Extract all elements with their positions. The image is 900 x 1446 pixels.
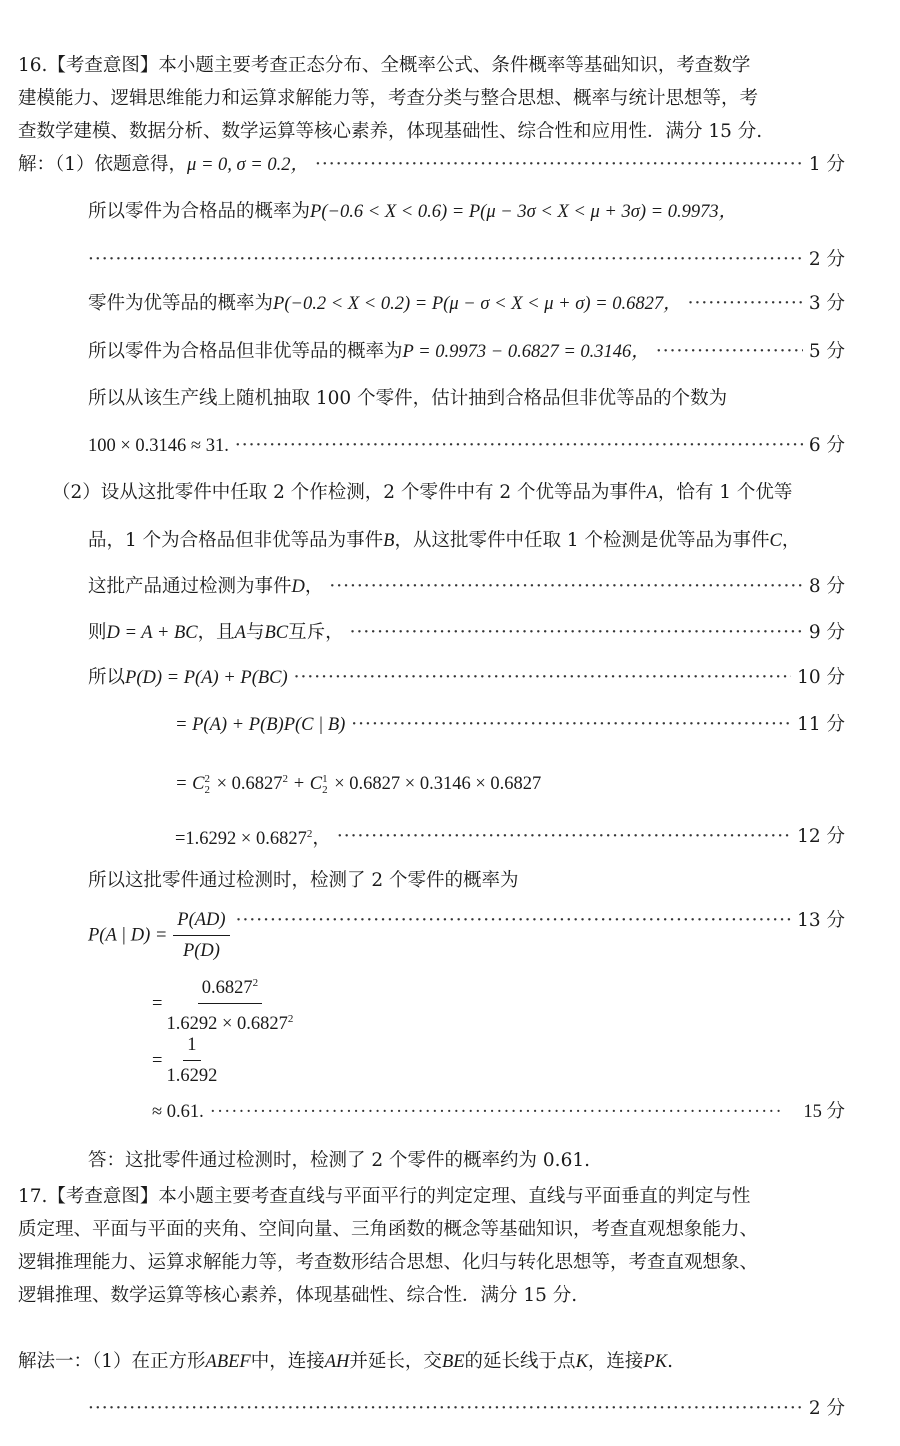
frac2-num-value: 0.6827 (201, 978, 253, 999)
fraction-2-numerator (198, 968, 262, 1004)
step-4-math: P = 0.9973 − 0.6827 = 0.3146， (402, 342, 650, 362)
part-2-text-3: 这批产品通过检测为事件 (88, 576, 292, 597)
fraction-2 (162, 968, 297, 1039)
part-2-text-2: 品，1 个为合格品但非优等品为事件 (88, 530, 384, 551)
q16-intent-line-1: 16.【考查意图】本小题主要考查正态分布、全概率公式、条件概率等基础知识，考查数学 (18, 55, 751, 76)
sol-d: 的延长线于点 (464, 1351, 576, 1372)
q16-approx-line (152, 1099, 845, 1125)
cond-denominator: P(D) (182, 941, 220, 961)
pd-points: 10 分 (797, 667, 845, 688)
cond-fraction (173, 905, 229, 966)
frac2-den-value: 1.6292 × 0.6827 (166, 1014, 288, 1035)
leader-dots (351, 712, 791, 738)
then-with: 与 (245, 622, 265, 643)
q17-points-row (88, 1396, 845, 1422)
sol-ah: AH (324, 1352, 350, 1372)
pd3-sup: 2 (204, 772, 210, 785)
then-bc: BC (264, 623, 289, 643)
then-math: D = A + BC (106, 623, 198, 643)
leader-dots (350, 620, 803, 646)
sol-square: ABEF (205, 1352, 251, 1372)
leader-dots (656, 339, 803, 365)
pd3-c: = C (175, 774, 205, 795)
approx-value: ≈ 0.61. (152, 1102, 204, 1122)
q16-step-2-points-row (88, 247, 845, 273)
q16-step-4 (88, 339, 845, 365)
q16-part-2-line-1 (52, 480, 792, 506)
then-text: 则 (88, 622, 107, 643)
q16-cond-line (88, 905, 845, 966)
pd-text: 所以 (88, 667, 126, 688)
pd3-power: 2 (282, 773, 289, 785)
sol-b: 中，连接 (250, 1351, 325, 1372)
frac2-num-power: 2 (252, 977, 259, 989)
sol-e: ，连接 (587, 1351, 644, 1372)
q16-frac-line-3 (152, 1030, 221, 1091)
event-b: B (383, 531, 395, 551)
pd3-d: × 0.6827 × 0.3146 × 0.6827 (329, 774, 542, 795)
pd3-b: × 0.6827 (211, 774, 283, 795)
step-5-points: 6 分 (808, 435, 845, 456)
q16-pd-line-2 (175, 712, 845, 738)
q16-intent-line-3: 查数学建模、数据分析、数学运算等核心素养，体现基础性、综合性和应用性．满分 15 分. (18, 121, 763, 142)
part-2-text-1b: ，恰有 1 个优等 (657, 482, 793, 503)
step-5-math: 100 × 0.3146 ≈ 31. (88, 436, 229, 456)
event-a: A (646, 483, 658, 503)
q16-pd-line-3 (175, 766, 541, 797)
leader-dots (235, 433, 803, 459)
q17-intent-line-2: 质定理、平面与平面的夹角、空间向量、三角函数的概念等基础知识，考查直观想象能力、 (18, 1219, 759, 1240)
part-2-points-8: 8 分 (808, 576, 845, 597)
sol-f: . (667, 1351, 673, 1372)
step-1-math: μ = 0, σ = 0.2， (187, 155, 310, 175)
event-d: D (291, 577, 305, 597)
leader-dots (329, 574, 802, 600)
step-3-math: P(−0.2 < X < 0.2) = P(μ − σ < X < μ + σ) = 0.6827， (273, 294, 682, 314)
pd3-sub-2: 2 (322, 783, 328, 796)
q16-part-2-line-3: 这批产品通过检测为事件D， ····· 8 分 (88, 574, 845, 600)
pd4-tail: ， (312, 829, 331, 850)
cond-points: 13 分 (797, 909, 845, 931)
q16-step-1 (18, 152, 845, 178)
pd2-points: 11 分 (797, 714, 845, 735)
leader-dots (236, 906, 791, 936)
cond-numerator: P(AD) (173, 905, 229, 936)
event-c: C (769, 531, 782, 551)
step-2-points: 2 分 (808, 249, 845, 270)
step-4-text: 所以零件为合格品但非优等品的概率为 (88, 341, 403, 362)
equals-sign: = (152, 1050, 163, 1071)
then-end: 互斥， (288, 622, 344, 643)
q16-answer: 答：这批零件通过检测时，检测了 2 个零件的概率约为 0.61. (88, 1150, 590, 1171)
sol-pk: PK (643, 1352, 668, 1372)
part-2-text-1: （2）设从这批零件中任取 2 个作检测，2 个零件中有 2 个优等品为事件 (52, 482, 647, 503)
sol-a: 解法一：（1）在正方形 (18, 1351, 206, 1372)
q16-part-2-line-2: 品，1 个为合格品但非优等品为事件B，从这批零件中任取 1 个检测是优等品为事件C， (88, 530, 801, 551)
equals-sign: = (152, 993, 163, 1014)
step-1-text: 解：（1）依题意得， (18, 154, 188, 175)
then-mid: ，且 (197, 622, 235, 643)
q16-step-3 (88, 291, 845, 317)
q16-cond-text: 所以这批零件通过检测时，检测了 2 个零件的概率为 (88, 870, 519, 891)
pd4-points: 12 分 (797, 825, 845, 847)
pd3-sub: 2 (204, 783, 210, 796)
step-3-points: 3 分 (808, 293, 845, 314)
pd2-math: = P(A) + P(B)P(C | B) (175, 715, 346, 735)
pd4-power: 2 (306, 828, 313, 840)
step-2-text: 所以零件为合格品的概率为 (88, 201, 311, 222)
q16-frac-line-2 (152, 968, 297, 1039)
q17-intent-line-1: 17.【考查意图】本小题主要考查直线与平面平行的判定定理、直线与平面垂直的判定与性 (18, 1186, 751, 1207)
step-1-points: 1 分 (808, 154, 845, 175)
fraction-3 (162, 1030, 221, 1091)
part-2-text-2b: ，从这批零件中任取 1 个检测是优等品为事件 (394, 530, 770, 551)
approx-points: 15 分 (803, 1102, 845, 1122)
leader-dots (88, 1396, 803, 1422)
frac2-den-power: 2 (287, 1013, 294, 1026)
q16-step-5 (88, 433, 845, 459)
leader-dots (294, 665, 791, 691)
pd3-c2: + C (288, 774, 323, 795)
leader-dots (688, 291, 803, 317)
fraction-3-denominator: 1.6292 (166, 1066, 218, 1086)
leader-dots (337, 824, 791, 850)
then-a: A (234, 623, 246, 643)
q17-intent-line-3: 逻辑推理能力、运算求解能力等，考查数形结合思想、化归与转化思想等，考查直观想象、 (18, 1252, 759, 1273)
q17-points: 2 分 (808, 1398, 845, 1419)
q16-pd-line-4 (175, 821, 845, 852)
q16-step-2 (88, 199, 737, 225)
leader-dots (210, 1099, 784, 1125)
q16-intent-line-2: 建模能力、逻辑思维能力和运算求解能力等，考查分类与整合思想、概率与统计思想等，考 (18, 88, 759, 109)
step-3-text: 零件为优等品的概率为 (88, 293, 274, 314)
step-4-points: 5 分 (808, 341, 845, 362)
pd3-sup-1: 1 (322, 772, 328, 785)
q17-solution-line (18, 1349, 673, 1375)
q16-step-5-text: 所以从该生产线上随机抽取 100 个零件，估计抽到合格品但非优等品的个数为 (88, 388, 728, 409)
sol-be: BE (441, 1352, 465, 1372)
cond-lhs: P(A | D) = (88, 925, 168, 946)
pd4-math: =1.6292 × 0.6827 (175, 829, 307, 850)
q17-intent-line-4: 逻辑推理、数学运算等核心素养，体现基础性、综合性．满分 15 分. (18, 1285, 578, 1306)
pd-math: P(D) = P(A) + P(BC) (125, 668, 288, 688)
fraction-3-numerator: 1 (183, 1030, 200, 1061)
step-2-math: P(−0.6 < X < 0.6) = P(μ − 3σ < X < μ + 3σ) = 0.9973， (310, 202, 738, 222)
leader-dots (315, 152, 803, 178)
then-points: 9 分 (808, 622, 845, 643)
sol-c: 并延长，交 (349, 1351, 442, 1372)
sol-k: K (575, 1352, 588, 1372)
q16-then-line (88, 620, 845, 646)
leader-dots (88, 247, 803, 273)
q16-pd-line-1 (88, 665, 845, 691)
